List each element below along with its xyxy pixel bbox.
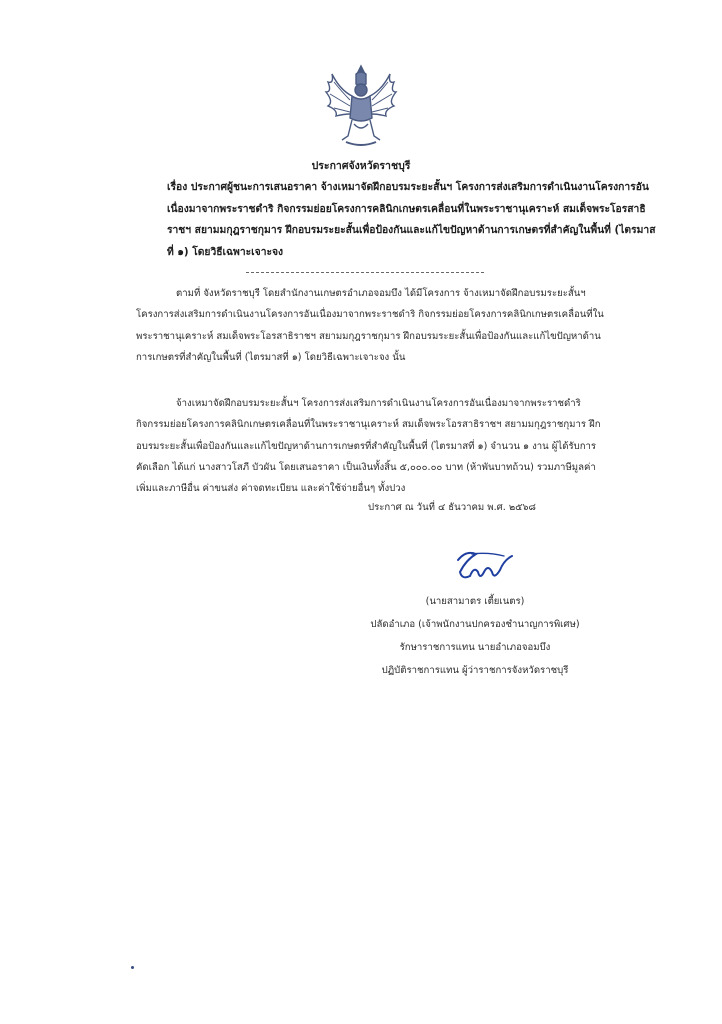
- paragraph-line: กิจกรรมย่อยโครงการคลินิกเกษตรเคลื่อนที่ในพระราชานุเคราะห์ สมเด็จพระโอรสาธิราชฯ สยามมกุฎราชกุมาร ฝึก: [136, 419, 601, 431]
- paragraph-line: อบรมระยะสั้นเพื่อป้องกันและแก้ไขปัญหาด้านการเกษตรที่สำคัญในพื้นที่ (ไตรมาสที่ ๑) จำนวน ๑ งาน ผู้ได้รับการ: [136, 440, 597, 452]
- signer-acting-1: รักษาราชการแทน นายอำเภอจอมบึง: [399, 642, 551, 653]
- paragraph-2: [136, 393, 601, 499]
- document-subject: [167, 177, 656, 263]
- subject-line: ที่ ๑) โดยวิธีเฉพาะเจาะจง: [167, 245, 284, 258]
- signer-block: [350, 590, 600, 682]
- signer-name: (นายสามาตร เตี้ยเนตร): [425, 596, 525, 607]
- garuda-emblem-icon: [322, 62, 400, 150]
- document-title: ประกาศจังหวัดราชบุรี: [311, 160, 411, 172]
- ink-mark: [131, 966, 134, 969]
- divider-line: [246, 272, 484, 273]
- subject-line: เนื่องมาจากพระราชดำริ กิจกรรมย่อยโครงการคลินิกเกษตรเคลื่อนที่ในพระราชานุเคราะห์ สมเด็จพระโอรสาธิ: [167, 202, 646, 215]
- subject-line: เรื่อง ประกาศผู้ชนะการเสนอราคา จ้างเหมาจัดฝึกอบรมระยะสั้นฯ โครงการส่งเสริมการดำเนินงานโครงการอัน: [167, 181, 649, 193]
- paragraph-1: [136, 283, 604, 368]
- paragraph-line: เพิ่มและภาษีอื่น ค่าขนส่ง ค่าจดทะเบียน และค่าใช้จ่ายอื่นๆ ทั้งปวง: [136, 483, 406, 495]
- paragraph-line: พระราชานุเคราะห์ สมเด็จพระโอรสาธิราชฯ สยามมกุฎราชกุมาร ฝึกอบรมระยะสั้นเพื่อป้องกันและแก้ไขปัญหาด้าน: [136, 330, 601, 342]
- signer-position: ปลัดอำเภอ (เจ้าพนักงานปกครองชำนาญการพิเศษ): [370, 619, 580, 630]
- paragraph-line: จ้างเหมาจัดฝึกอบรมระยะสั้นฯ โครงการส่งเสริมการดำเนินงานโครงการอันเนื่องมาจากพระราชดำริ: [176, 398, 581, 409]
- paragraph-line: โครงการส่งเสริมการดำเนินงานโครงการอันเนื่องมาจากพระราชดำริ กิจกรรมย่อยโครงการคลินิกเกษตรเคลื่อนที่ใน: [136, 309, 604, 321]
- handwritten-signature: [452, 546, 518, 586]
- announcement-date: ประกาศ ณ วันที่ ๔ ธันวาคม พ.ศ. ๒๕๖๘: [368, 502, 536, 513]
- paragraph-line: การเกษตรที่สำคัญในพื้นที่ (ไตรมาสที่ ๑) โดยวิธีเฉพาะเจาะจง นั้น: [136, 351, 406, 363]
- subject-line: ราชฯ สยามมกุฎราชกุมาร ฝึกอบรมระยะสั้นเพื่อป้องกันและแก้ไขปัญหาด้านการเกษตรที่สำคัญในพื้นที่ (ไตรมาส: [167, 224, 656, 236]
- signer-acting-2: ปฏิบัติราชการแทน ผู้ว่าราชการจังหวัดราชบุรี: [381, 665, 569, 676]
- paragraph-line: ตามที่ จังหวัดราชบุรี โดยสำนักงานเกษตรอำเภอจอมบึง ได้มีโครงการ จ้างเหมาจัดฝึกอบรมระยะสั้นฯ: [176, 288, 586, 299]
- paragraph-line: คัดเลือก ได้แก่ นางสาวโสภี บัวผัน โดยเสนอราคา เป็นเงินทั้งสิ้น ๕,๐๐๐.๐๐ บาท (ห้าพันบาทถ้วน) รวมภาษีมูลค่า: [136, 461, 596, 473]
